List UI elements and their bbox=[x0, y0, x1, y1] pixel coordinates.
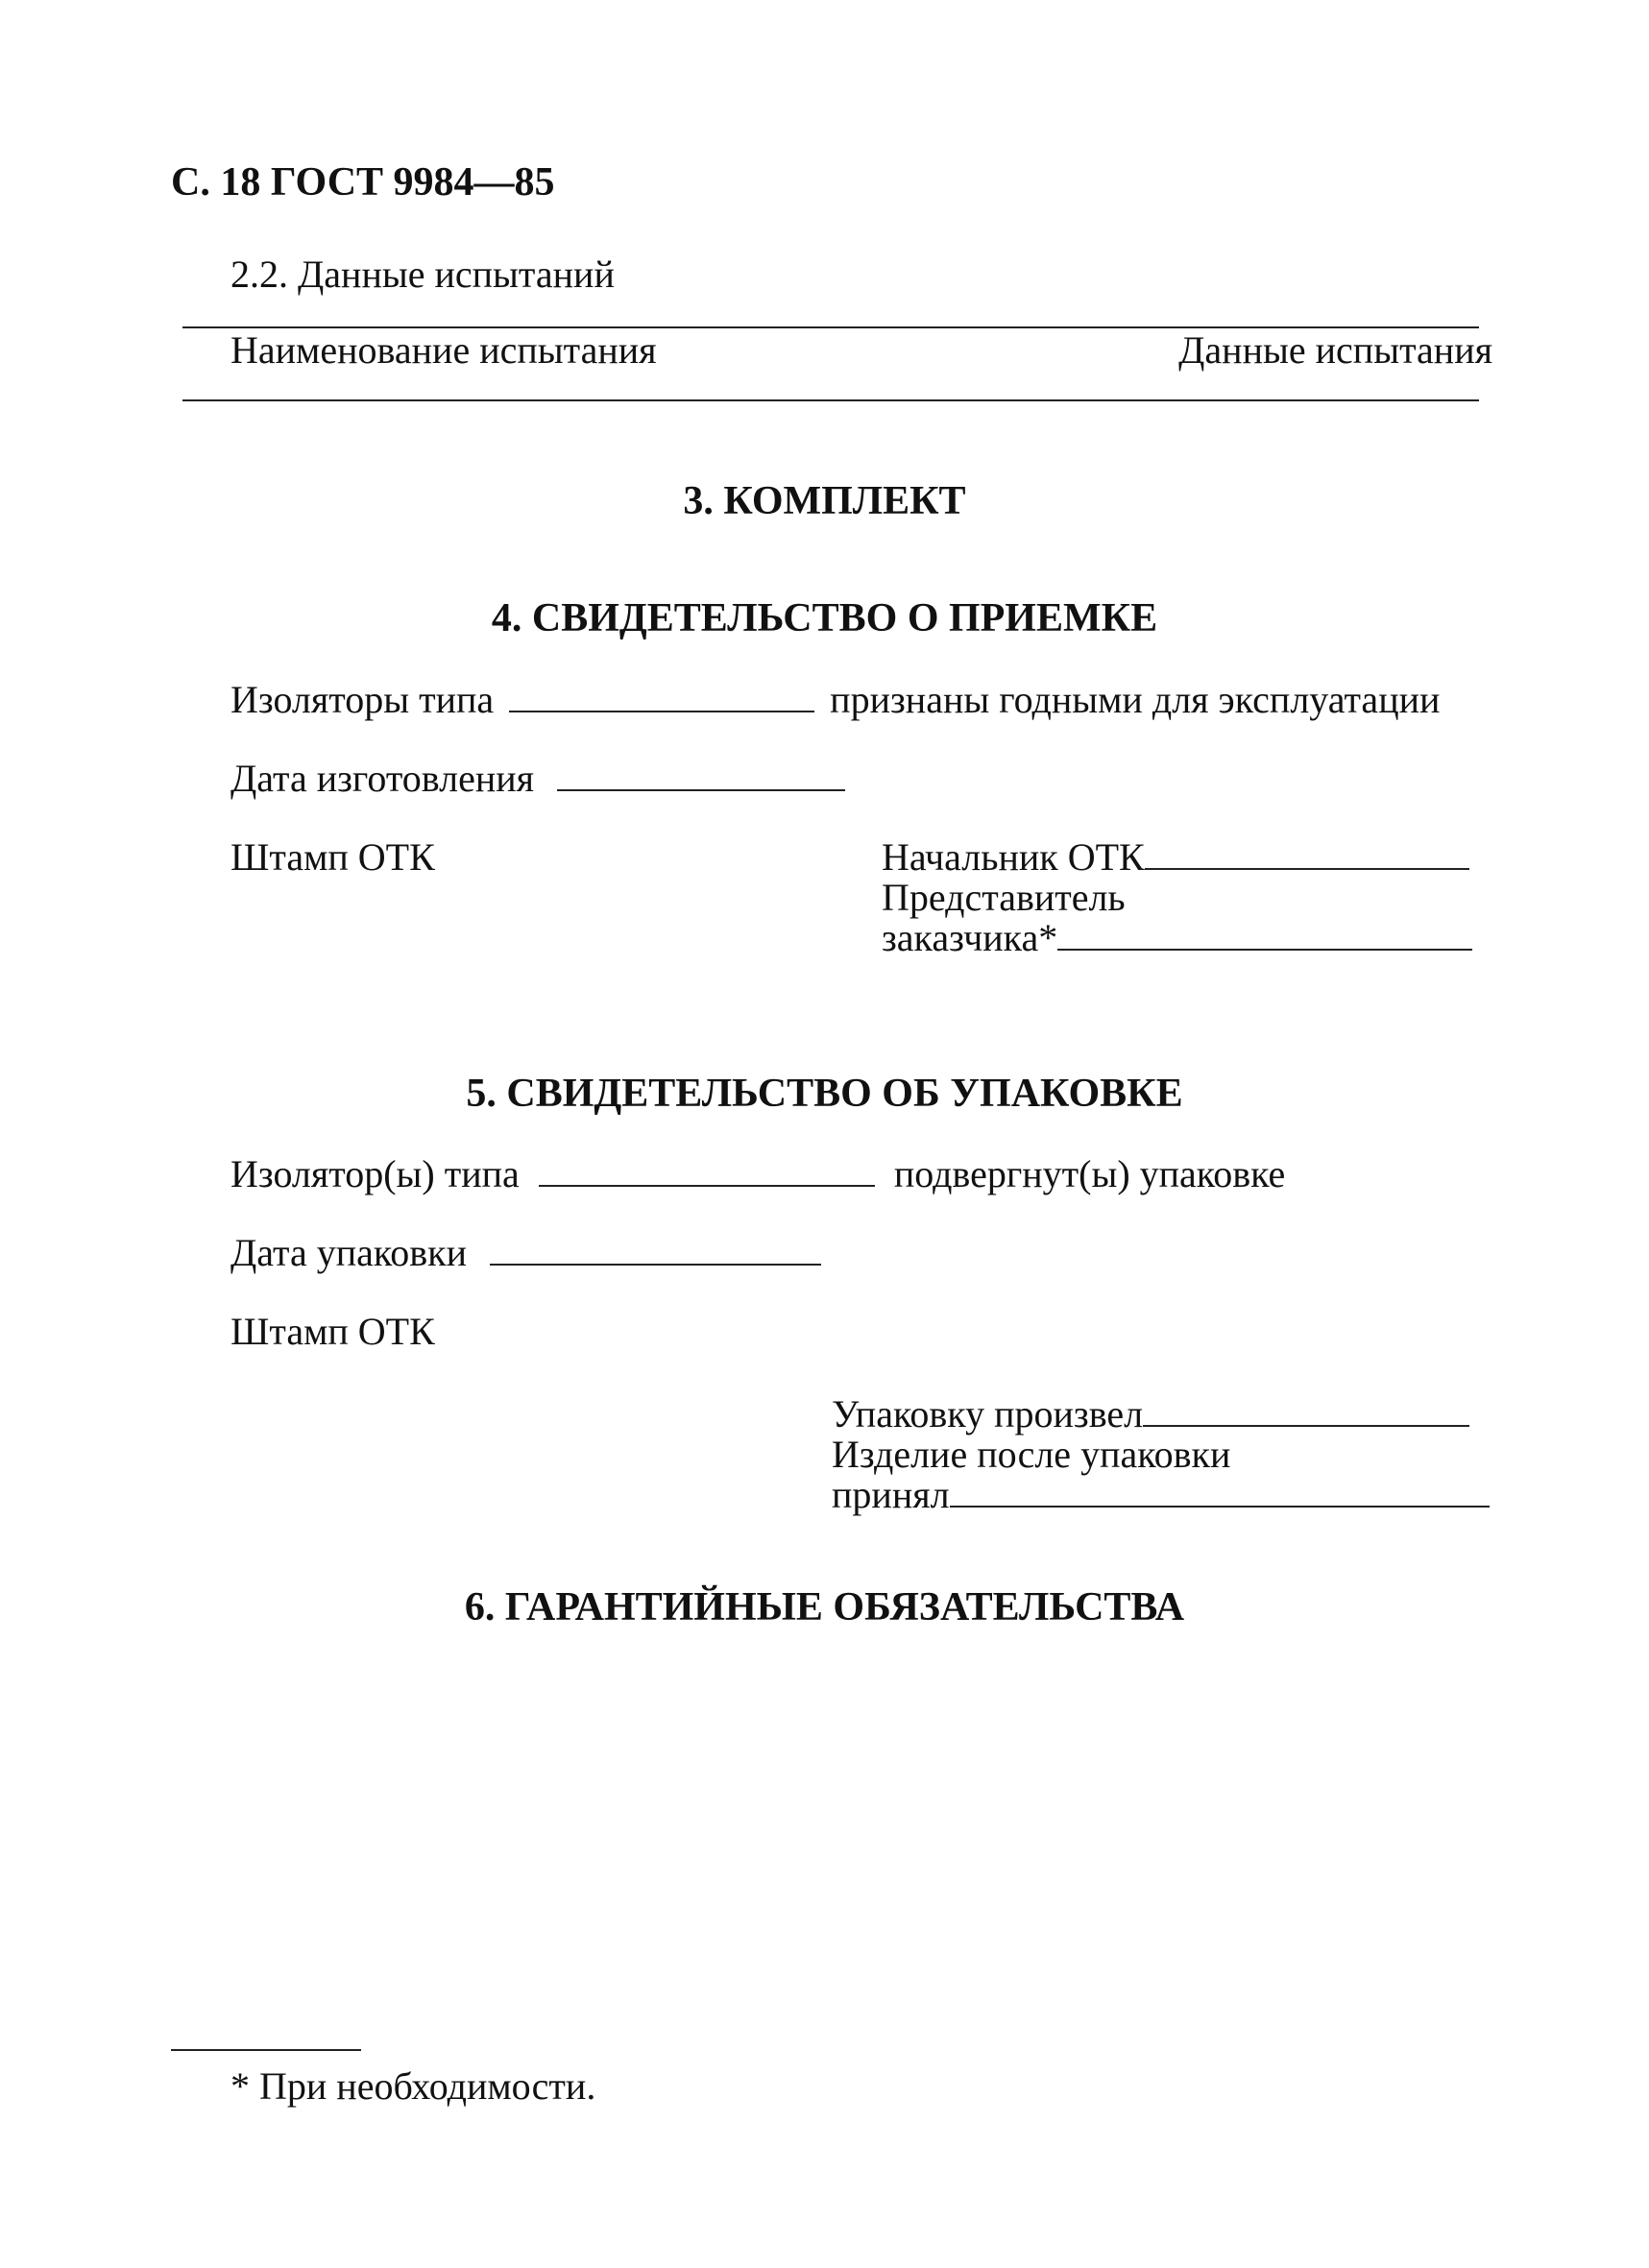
pack-type-suffix: подвергнут(ы) упаковке bbox=[893, 1152, 1286, 1195]
packed-by-signature-field[interactable] bbox=[1143, 1424, 1469, 1427]
accepted-line bbox=[832, 1473, 1490, 1517]
table-bottom-rule bbox=[182, 399, 1479, 401]
otk-head-signature-field[interactable] bbox=[1145, 867, 1469, 870]
pack-date-field[interactable] bbox=[490, 1263, 821, 1266]
footnote-rule bbox=[171, 2049, 361, 2051]
customer-rep-signature-field[interactable] bbox=[1057, 948, 1472, 951]
type-suffix: признаны годными для эксплуатации bbox=[830, 678, 1441, 721]
section-4-type-line bbox=[230, 678, 1440, 722]
section-4-stamp: Штамп ОТК bbox=[230, 835, 435, 879]
section-6-title: 6. ГАРАНТИЙНЫЕ ОБЯЗАТЕЛЬСТВА bbox=[464, 1585, 1185, 1629]
customer-rep-label-1: Представитель bbox=[882, 876, 1126, 919]
table-header-test-name: Наименование испытания bbox=[230, 328, 657, 372]
section-5-stamp: Штамп ОТК bbox=[230, 1310, 435, 1353]
manufacture-date-label: Дата изготовления bbox=[230, 757, 535, 800]
pack-date-line bbox=[230, 1231, 821, 1275]
otk-head-line bbox=[882, 835, 1469, 880]
section-3-title: 3. КОМПЛЕКТ bbox=[683, 479, 966, 523]
accepted-label-2: принял bbox=[832, 1473, 950, 1516]
page-header: С. 18 ГОСТ 9984—85 bbox=[171, 160, 555, 205]
type-prefix: Изоляторы типа bbox=[230, 678, 495, 721]
packed-by-label: Упаковку произвел bbox=[832, 1392, 1144, 1436]
customer-rep-label-2: заказчика* bbox=[882, 916, 1058, 959]
section-5-type-line bbox=[230, 1152, 1285, 1196]
manufacture-date-field[interactable] bbox=[557, 788, 845, 791]
customer-rep-line bbox=[882, 916, 1472, 960]
pack-type-blank-field[interactable] bbox=[539, 1184, 875, 1187]
section-4-title: 4. СВИДЕТЕЛЬСТВО О ПРИЕМКЕ bbox=[491, 596, 1158, 640]
pack-date-label: Дата упаковки bbox=[230, 1231, 468, 1274]
section-2-2-title: 2.2. Данные испытаний bbox=[230, 253, 615, 296]
accepted-signature-field[interactable] bbox=[950, 1505, 1490, 1508]
otk-head-label: Начальник ОТК bbox=[882, 835, 1145, 879]
section-5-title: 5. СВИДЕТЕЛЬСТВО ОБ УПАКОВКЕ bbox=[466, 1072, 1183, 1116]
manufacture-date-line bbox=[230, 757, 845, 801]
pack-type-prefix: Изолятор(ы) типа bbox=[230, 1152, 520, 1195]
accepted-label-1: Изделие после упаковки bbox=[832, 1433, 1231, 1476]
footnote: * При необходимости. bbox=[230, 2064, 596, 2108]
table-header-test-data: Данные испытания bbox=[1178, 328, 1492, 372]
type-blank-field[interactable] bbox=[509, 710, 814, 712]
packed-by-line bbox=[832, 1392, 1469, 1436]
